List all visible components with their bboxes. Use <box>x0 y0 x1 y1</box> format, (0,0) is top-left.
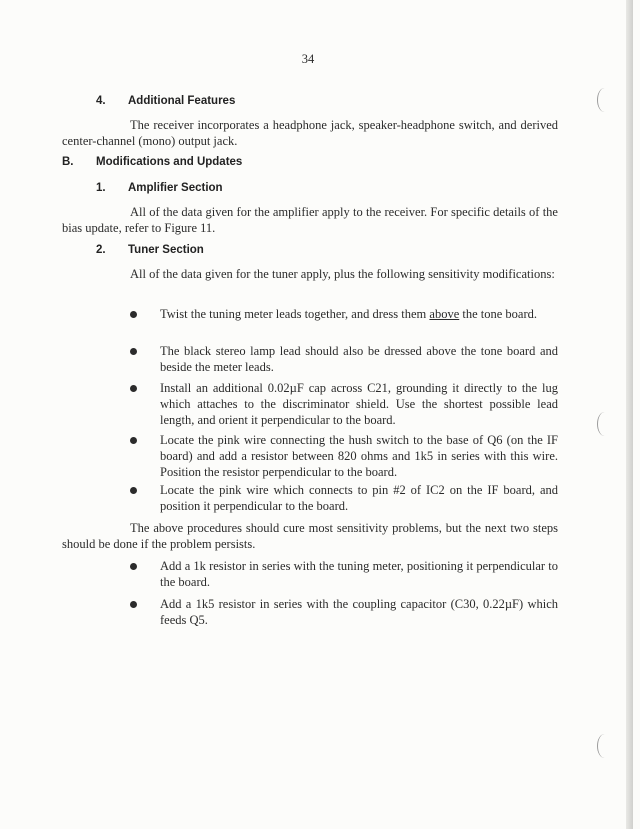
section-b-letter: B. <box>62 156 74 168</box>
section-1-paragraph: All of the data given for the amplifier apply to the receiver. For specific details of the bias update, refer to Figure 11. <box>62 205 558 235</box>
bullet-text: Locate the pink wire connecting the hush switch to the base of Q6 (on the IF board) and add a resistor between 820 ohms and 1k5 in series with this wire. Position the resistor perpendicular to the board. <box>160 433 558 479</box>
bullet-dot <box>130 311 137 318</box>
bullet-text: The black stereo lamp lead should also be dressed above the tone board and beside the meter leads. <box>160 344 558 374</box>
bullet-dot <box>130 385 137 392</box>
section-4-title: Additional Features <box>128 95 236 107</box>
section-2-text <box>62 266 558 282</box>
binder-hole-bottom <box>597 734 612 758</box>
bullet-dot <box>130 437 137 444</box>
section-1-title: Amplifier Section <box>128 182 223 194</box>
bullet-dot <box>130 348 137 355</box>
closing-paragraph: The above procedures should cure most sensitivity problems, but the next two steps should be done if the problem persists. <box>62 521 558 551</box>
bullet-text: Add a 1k resistor in series with the tuning meter, positioning it perpendicular to the board. <box>160 559 558 589</box>
section-2-number: 2. <box>96 244 106 256</box>
page-edge <box>626 0 633 829</box>
bullet-text: Twist the tuning meter leads together, and dress them above the tone board. <box>160 307 538 321</box>
section-1-number: 1. <box>96 182 106 194</box>
bullet-text: Locate the pink wire which connects to pin #2 of IC2 on the IF board, and position it perpendicular to the board. <box>160 483 558 513</box>
section-2-paragraph: All of the data given for the tuner apply, plus the following sensitivity modifications: <box>130 267 555 281</box>
section-4-text <box>62 117 558 149</box>
section-1-text <box>62 204 558 236</box>
bullet-text: Install an additional 0.02µF cap across C21, grounding it directly to the lug which attaches to the discriminator shield. Use the shortest possible lead length, and orient it perpendicular to the board. <box>160 381 558 427</box>
section-4-paragraph: The receiver incorporates a headphone jack, speaker-headphone switch, and derived center-channel (mono) output jack. <box>62 118 558 148</box>
section-2-title: Tuner Section <box>128 244 204 256</box>
bullet-dot <box>130 601 137 608</box>
page-number: 34 <box>301 52 315 66</box>
bullet-dot <box>130 487 137 494</box>
closing-text <box>62 520 558 552</box>
section-b-title: Modifications and Updates <box>96 156 243 168</box>
section-4-number: 4. <box>96 95 106 107</box>
bullet-text: Add a 1k5 resistor in series with the coupling capacitor (C30, 0.22µF) which feeds Q5. <box>160 597 558 627</box>
binder-hole-top <box>597 88 612 112</box>
binder-hole-middle <box>597 412 612 436</box>
bullet-dot <box>130 563 137 570</box>
